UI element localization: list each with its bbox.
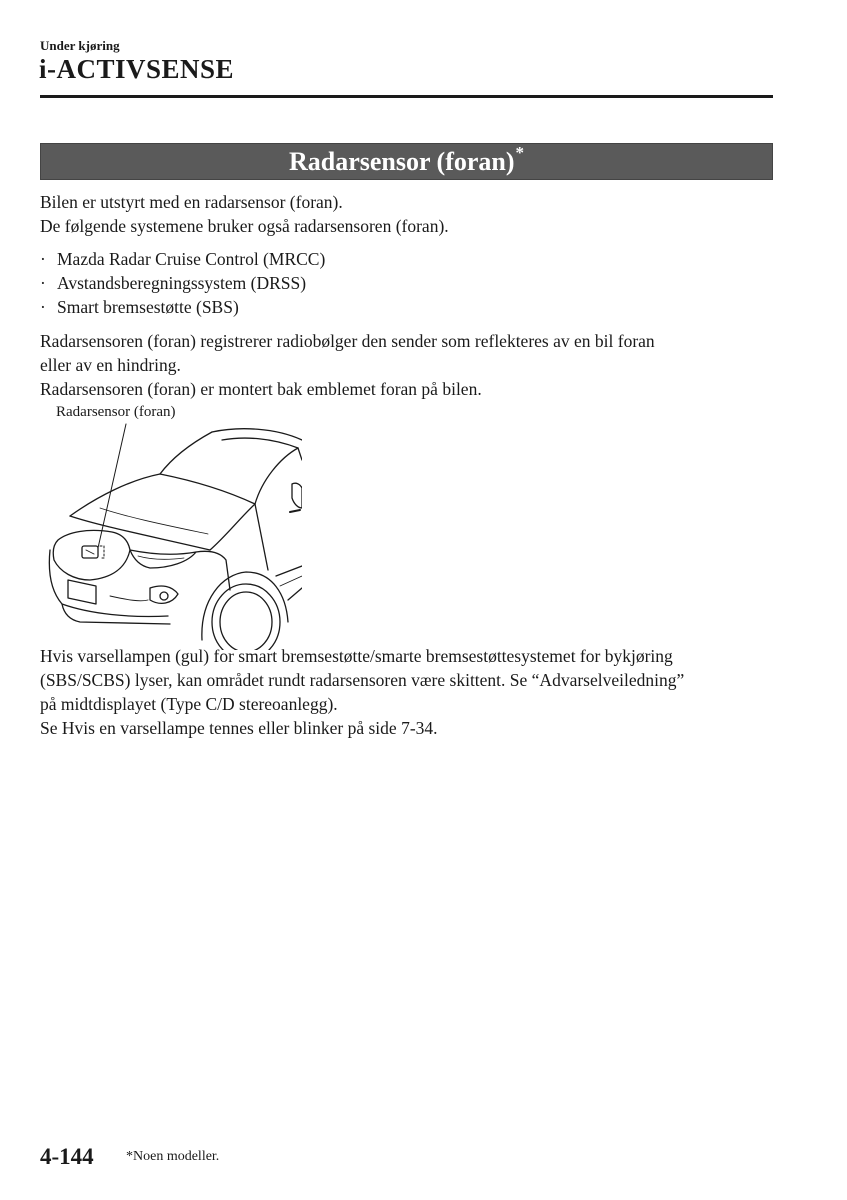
footnote: *Noen modeller. (126, 1149, 220, 1164)
warning-line: (SBS/SCBS) lyser, kan området rundt radarsensoren være skittent. Se “Advarselveiledning” (40, 670, 685, 690)
section-title: Radarsensor (foran) (288, 146, 515, 176)
intro-line: De følgende systemene bruker også radarsensoren (foran). (40, 216, 449, 236)
bullet-marker: · (40, 249, 46, 269)
breadcrumb: Under kjøring (40, 38, 120, 53)
page-number: 4-144 (40, 1144, 94, 1169)
bullet-marker: · (40, 273, 46, 293)
description-line: Radarsensoren (foran) registrerer radiobølger den sender som reflekteres av en bil foran (40, 331, 655, 351)
list-item-text: Avstandsberegningssystem (DRSS) (57, 273, 307, 293)
description-line: Radarsensoren (foran) er montert bak emblemet foran på bilen. (40, 379, 482, 399)
chapter-rule (40, 95, 773, 98)
bullet-marker: · (40, 297, 46, 317)
section-title-mark: * (515, 142, 525, 162)
intro-line: Bilen er utstyrt med en radarsensor (foran). (40, 192, 343, 212)
systems-list (40, 247, 780, 319)
list-item (40, 271, 780, 295)
intro-paragraph (40, 190, 780, 238)
list-item (40, 247, 780, 271)
warning-line: Hvis varsellampen (gul) for smart bremsestøtte/smarte bremsestøttesystemet for bykjøring (40, 646, 673, 666)
chapter-title: i-ACTIVSENSE (39, 54, 235, 84)
warning-line: Se Hvis en varsellampe tennes eller blinker på side 7-34. (40, 718, 438, 738)
list-item-text: Smart bremsestøtte (SBS) (57, 297, 239, 317)
warning-line: på midtdisplayet (Type C/D stereoanlegg). (40, 694, 338, 714)
car-figure (40, 400, 302, 650)
list-item (40, 295, 780, 319)
car-front-illustration (40, 400, 302, 650)
list-item-text: Mazda Radar Cruise Control (MRCC) (57, 249, 326, 269)
description-line: eller av en hindring. (40, 355, 181, 375)
section-title-bar (40, 143, 773, 180)
warning-paragraph (40, 644, 780, 740)
description-paragraph (40, 329, 780, 401)
figure-callout-label: Radarsensor (foran) (56, 404, 176, 420)
